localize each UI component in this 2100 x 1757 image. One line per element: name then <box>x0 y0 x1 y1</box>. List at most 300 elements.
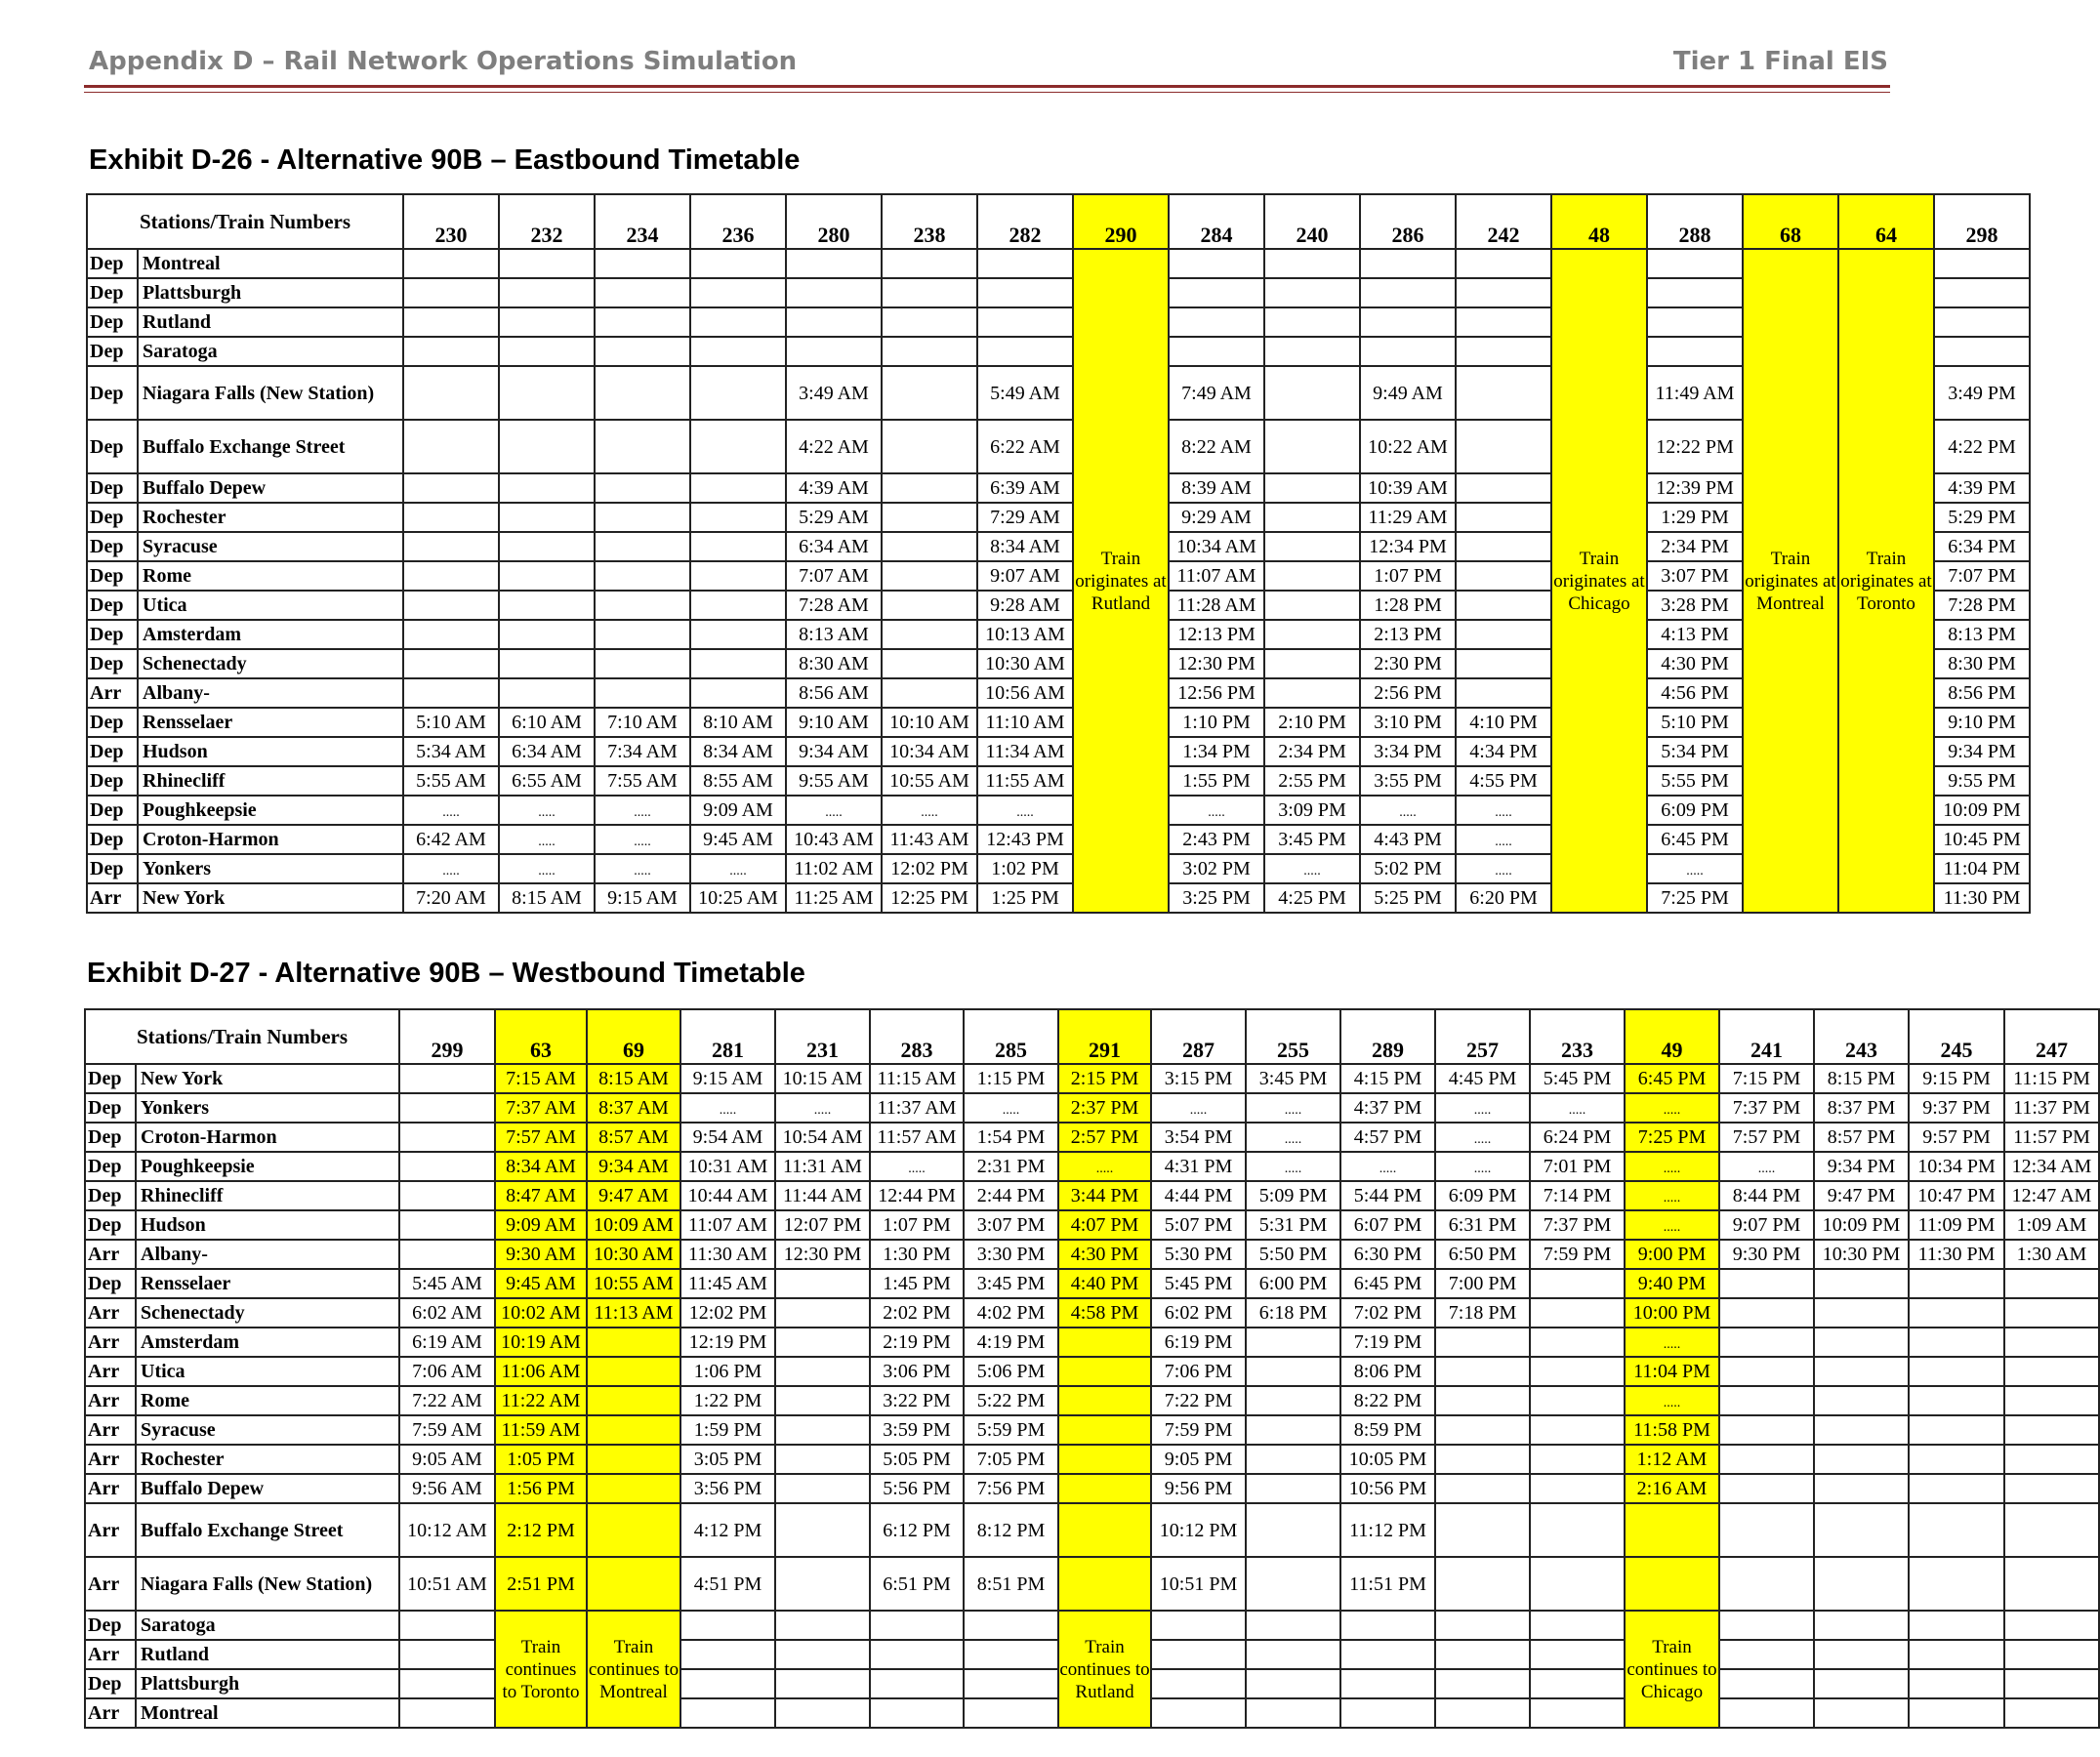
time-cell <box>1264 307 1360 337</box>
time-cell <box>399 1640 495 1669</box>
time-cell: 8:57 PM <box>1814 1123 1909 1152</box>
time-cell: 12:47 AM <box>2004 1181 2099 1210</box>
time-cell: 6:07 PM <box>1340 1210 1435 1240</box>
time-cell: 11:59 AM <box>495 1415 587 1445</box>
station-name: Plattsburgh <box>136 1669 399 1698</box>
station-name: Rutland <box>138 307 403 337</box>
time-cell <box>1647 249 1743 278</box>
time-cell: 1:07 PM <box>1360 561 1456 591</box>
time-cell: 7:37 AM <box>495 1093 587 1123</box>
time-cell <box>595 532 690 561</box>
time-cell: 10:10 AM <box>882 708 977 737</box>
time-cell: 8:22 PM <box>1340 1386 1435 1415</box>
time-cell: 11:04 PM <box>1934 854 2030 883</box>
time-cell: 12:19 PM <box>680 1328 775 1357</box>
time-cell <box>690 420 786 473</box>
time-cell: 7:28 AM <box>786 591 882 620</box>
station-row <box>85 1298 2099 1328</box>
time-cell <box>1625 1503 1719 1557</box>
time-cell <box>1456 503 1551 532</box>
time-cell: 12:30 PM <box>775 1240 870 1269</box>
time-cell: 3:07 PM <box>1647 561 1743 591</box>
time-cell: 4:56 PM <box>1647 678 1743 708</box>
time-cell: 10:55 AM <box>882 766 977 796</box>
time-cell <box>499 337 595 366</box>
time-cell <box>499 366 595 420</box>
time-cell: 6:02 AM <box>399 1298 495 1328</box>
time-cell: 1:15 PM <box>964 1064 1058 1093</box>
time-cell <box>1435 1328 1530 1357</box>
time-cell: 2:44 PM <box>964 1181 1058 1210</box>
time-cell: 7:19 PM <box>1340 1328 1435 1357</box>
time-cell: 4:25 PM <box>1264 883 1360 913</box>
stop-action: Dep <box>85 1269 136 1298</box>
station-name: Albany- <box>138 678 403 708</box>
time-cell: 11:29 AM <box>1360 503 1456 532</box>
station-name: Rensselaer <box>138 708 403 737</box>
time-cell: 2:16 AM <box>1625 1474 1719 1503</box>
time-cell: 4:19 PM <box>964 1328 1058 1357</box>
time-cell: 10:05 PM <box>1340 1445 1435 1474</box>
time-cell <box>1435 1611 1530 1640</box>
train-number-header: 240 <box>1264 194 1360 249</box>
time-cell: 6:18 PM <box>1246 1298 1340 1328</box>
time-cell <box>1151 1669 1246 1698</box>
time-cell <box>499 678 595 708</box>
time-cell: 5:02 PM <box>1360 854 1456 883</box>
stop-action: Arr <box>85 1357 136 1386</box>
time-cell: 5:05 PM <box>870 1445 964 1474</box>
time-cell <box>1246 1669 1340 1698</box>
train-number-header: 68 <box>1743 194 1838 249</box>
time-cell <box>775 1698 870 1728</box>
time-cell <box>1530 1557 1625 1611</box>
time-cell: ..... <box>1246 1093 1340 1123</box>
time-cell <box>870 1611 964 1640</box>
time-cell: 3:49 AM <box>786 366 882 420</box>
time-cell <box>1814 1386 1909 1415</box>
station-row <box>85 1386 2099 1415</box>
time-cell <box>882 532 977 561</box>
time-cell <box>1264 532 1360 561</box>
time-cell: 5:45 PM <box>1530 1064 1625 1093</box>
corner-header: Stations/Train Numbers <box>85 1009 399 1064</box>
time-cell: 4:57 PM <box>1340 1123 1435 1152</box>
time-cell: 6:09 PM <box>1647 796 1743 825</box>
time-cell <box>1530 1415 1625 1445</box>
time-cell: ..... <box>977 796 1073 825</box>
time-cell <box>680 1640 775 1669</box>
station-row <box>87 561 2030 591</box>
time-cell <box>595 591 690 620</box>
time-cell <box>1456 678 1551 708</box>
time-cell: 3:25 PM <box>1169 883 1264 913</box>
time-cell: ..... <box>690 854 786 883</box>
time-cell: ..... <box>1625 1386 1719 1415</box>
time-cell <box>1909 1640 2004 1669</box>
time-cell: 8:39 AM <box>1169 473 1264 503</box>
time-cell: 11:28 AM <box>1169 591 1264 620</box>
time-cell: 3:49 PM <box>1934 366 2030 420</box>
time-cell <box>1456 337 1551 366</box>
time-cell <box>1719 1640 1814 1669</box>
time-cell <box>690 473 786 503</box>
time-cell: 3:45 PM <box>964 1269 1058 1298</box>
time-cell <box>690 678 786 708</box>
time-cell <box>1456 366 1551 420</box>
station-row <box>87 249 2030 278</box>
time-cell <box>1169 337 1264 366</box>
time-cell <box>1719 1357 1814 1386</box>
time-cell <box>882 503 977 532</box>
time-cell <box>1909 1269 2004 1298</box>
time-cell: 11:10 AM <box>977 708 1073 737</box>
time-cell <box>690 278 786 307</box>
train-number-header: 233 <box>1530 1009 1625 1064</box>
time-cell: 1:45 PM <box>870 1269 964 1298</box>
time-cell: 2:30 PM <box>1360 649 1456 678</box>
time-cell: 12:25 PM <box>882 883 977 913</box>
time-cell: 5:49 AM <box>977 366 1073 420</box>
time-cell <box>786 278 882 307</box>
stop-action: Dep <box>87 796 138 825</box>
time-cell <box>399 1210 495 1240</box>
time-cell: 2:34 PM <box>1264 737 1360 766</box>
time-cell: 11:12 PM <box>1340 1503 1435 1557</box>
time-cell: 4:45 PM <box>1435 1064 1530 1093</box>
time-cell: 11:06 AM <box>495 1357 587 1386</box>
station-name: Montreal <box>138 249 403 278</box>
time-cell: 1:59 PM <box>680 1415 775 1445</box>
time-cell: 3:34 PM <box>1360 737 1456 766</box>
time-cell: 1:07 PM <box>870 1210 964 1240</box>
time-cell: 4:22 PM <box>1934 420 2030 473</box>
time-cell <box>1360 307 1456 337</box>
time-cell: 3:02 PM <box>1169 854 1264 883</box>
station-row <box>87 854 2030 883</box>
time-cell: 11:34 AM <box>977 737 1073 766</box>
time-cell: 3:56 PM <box>680 1474 775 1503</box>
station-name: Croton-Harmon <box>138 825 403 854</box>
time-cell <box>1814 1611 1909 1640</box>
time-cell: 6:39 AM <box>977 473 1073 503</box>
time-cell <box>403 473 499 503</box>
time-cell: ..... <box>786 796 882 825</box>
time-cell: 4:40 PM <box>1058 1269 1151 1298</box>
time-cell <box>964 1640 1058 1669</box>
time-cell <box>786 307 882 337</box>
station-row <box>87 796 2030 825</box>
time-cell: 10:56 PM <box>1340 1474 1435 1503</box>
train-number-header: 245 <box>1909 1009 2004 1064</box>
time-cell: 11:02 AM <box>786 854 882 883</box>
time-cell: ..... <box>1246 1152 1340 1181</box>
time-cell: 9:34 PM <box>1934 737 2030 766</box>
time-cell <box>2004 1328 2099 1357</box>
time-cell: 11:55 AM <box>977 766 1073 796</box>
time-cell: 3:22 PM <box>870 1386 964 1415</box>
time-cell <box>870 1669 964 1698</box>
stop-action: Dep <box>87 473 138 503</box>
time-cell: 10:02 AM <box>495 1298 587 1328</box>
time-cell: 3:28 PM <box>1647 591 1743 620</box>
time-cell <box>499 591 595 620</box>
time-cell: 10:56 AM <box>977 678 1073 708</box>
time-cell: 5:59 PM <box>964 1415 1058 1445</box>
time-cell <box>1058 1386 1151 1415</box>
time-cell <box>499 503 595 532</box>
time-cell <box>499 620 595 649</box>
time-cell <box>1909 1357 2004 1386</box>
time-cell: 7:49 AM <box>1169 366 1264 420</box>
time-cell <box>1340 1640 1435 1669</box>
time-cell <box>1719 1269 1814 1298</box>
time-cell: 9:45 AM <box>495 1269 587 1298</box>
time-cell <box>403 249 499 278</box>
time-cell: 5:29 PM <box>1934 503 2030 532</box>
time-cell: ..... <box>1625 1210 1719 1240</box>
time-cell <box>775 1474 870 1503</box>
stop-action: Arr <box>85 1415 136 1445</box>
station-name: Rome <box>136 1386 399 1415</box>
time-cell: 9:15 AM <box>595 883 690 913</box>
time-cell: 7:10 AM <box>595 708 690 737</box>
time-cell: 5:06 PM <box>964 1357 1058 1386</box>
time-cell: 10:54 AM <box>775 1123 870 1152</box>
time-cell: 2:12 PM <box>495 1503 587 1557</box>
time-cell: ..... <box>1435 1152 1530 1181</box>
station-row <box>87 649 2030 678</box>
time-cell <box>1246 1357 1340 1386</box>
time-cell: 11:25 AM <box>786 883 882 913</box>
time-cell <box>403 591 499 620</box>
time-cell <box>1435 1640 1530 1669</box>
station-name: Niagara Falls (New Station) <box>138 366 403 420</box>
stop-action: Dep <box>85 1611 136 1640</box>
time-cell <box>1814 1503 1909 1557</box>
time-cell: 10:31 AM <box>680 1152 775 1181</box>
station-row <box>87 532 2030 561</box>
time-cell: 7:25 PM <box>1625 1123 1719 1152</box>
time-cell: 5:25 PM <box>1360 883 1456 913</box>
station-row <box>85 1328 2099 1357</box>
time-cell <box>1246 1611 1340 1640</box>
station-row <box>85 1240 2099 1269</box>
time-cell: 5:34 PM <box>1647 737 1743 766</box>
train-number-header: 284 <box>1169 194 1264 249</box>
train-number-header: 283 <box>870 1009 964 1064</box>
time-cell: ..... <box>1625 1181 1719 1210</box>
station-name: Yonkers <box>136 1093 399 1123</box>
time-cell: 10:09 PM <box>1814 1210 1909 1240</box>
time-cell <box>775 1328 870 1357</box>
time-cell: 10:55 AM <box>587 1269 680 1298</box>
time-cell: 4:44 PM <box>1151 1181 1246 1210</box>
time-cell <box>1530 1698 1625 1728</box>
station-row <box>85 1210 2099 1240</box>
time-cell <box>690 561 786 591</box>
time-cell: ..... <box>775 1093 870 1123</box>
time-cell: ..... <box>1625 1328 1719 1357</box>
time-cell: 10:30 AM <box>977 649 1073 678</box>
station-name: Schenectady <box>138 649 403 678</box>
time-cell <box>1246 1698 1340 1728</box>
time-cell: 11:31 AM <box>775 1152 870 1181</box>
time-cell <box>1456 561 1551 591</box>
station-name: Rhinecliff <box>138 766 403 796</box>
time-cell <box>1934 249 2030 278</box>
time-cell <box>1530 1328 1625 1357</box>
time-cell <box>499 278 595 307</box>
time-cell <box>1934 278 2030 307</box>
time-cell <box>775 1386 870 1415</box>
stop-action: Arr <box>85 1386 136 1415</box>
time-cell: 4:37 PM <box>1340 1093 1435 1123</box>
time-cell <box>595 337 690 366</box>
time-cell: ..... <box>1456 854 1551 883</box>
time-cell <box>2004 1640 2099 1669</box>
time-cell: 9:47 AM <box>587 1181 680 1210</box>
time-cell: 12:02 PM <box>882 854 977 883</box>
station-name: Buffalo Depew <box>138 473 403 503</box>
time-cell <box>587 1474 680 1503</box>
time-cell <box>587 1557 680 1611</box>
station-name: New York <box>138 883 403 913</box>
time-cell <box>1246 1415 1340 1445</box>
time-cell <box>587 1328 680 1357</box>
time-cell <box>1264 649 1360 678</box>
time-cell <box>2004 1415 2099 1445</box>
time-cell: 11:37 PM <box>2004 1093 2099 1123</box>
time-cell: ..... <box>499 796 595 825</box>
time-cell: 8:56 PM <box>1934 678 2030 708</box>
time-cell: ..... <box>403 854 499 883</box>
train-number-header: 288 <box>1647 194 1743 249</box>
time-cell <box>1264 473 1360 503</box>
time-cell: 10:15 AM <box>775 1064 870 1093</box>
station-name: Amsterdam <box>138 620 403 649</box>
time-cell: 5:10 AM <box>403 708 499 737</box>
time-cell <box>964 1698 1058 1728</box>
time-cell: 12:43 PM <box>977 825 1073 854</box>
time-cell: ..... <box>403 796 499 825</box>
document-header-subtitle: Tier 1 Final EIS <box>1672 47 1888 76</box>
time-cell: ..... <box>499 825 595 854</box>
time-cell <box>1909 1611 2004 1640</box>
time-cell <box>1909 1474 2004 1503</box>
time-cell: ..... <box>1340 1152 1435 1181</box>
time-cell: ..... <box>595 796 690 825</box>
eastbound-timetable <box>86 193 2031 914</box>
stop-action: Arr <box>87 883 138 913</box>
train-number-header: 238 <box>882 194 977 249</box>
time-cell <box>1814 1298 1909 1328</box>
time-cell <box>2004 1269 2099 1298</box>
time-cell <box>775 1445 870 1474</box>
time-cell: 1:12 AM <box>1625 1445 1719 1474</box>
time-cell <box>882 249 977 278</box>
station-name: Poughkeepsie <box>136 1152 399 1181</box>
train-number-header: 243 <box>1814 1009 1909 1064</box>
time-cell: 8:34 AM <box>690 737 786 766</box>
time-cell: 5:31 PM <box>1246 1210 1340 1240</box>
time-cell <box>1246 1386 1340 1415</box>
time-cell <box>1246 1503 1340 1557</box>
time-cell: 2:15 PM <box>1058 1064 1151 1093</box>
train-number-header: 230 <box>403 194 499 249</box>
train-route-note: Train continues to Chicago <box>1625 1611 1719 1728</box>
train-number-header: 48 <box>1551 194 1647 249</box>
time-cell <box>1719 1474 1814 1503</box>
time-cell <box>1435 1474 1530 1503</box>
time-cell: 7:15 PM <box>1719 1064 1814 1093</box>
time-cell: 1:34 PM <box>1169 737 1264 766</box>
time-cell <box>690 249 786 278</box>
time-cell: 2:31 PM <box>964 1152 1058 1181</box>
time-cell: 1:25 PM <box>977 883 1073 913</box>
time-cell: 8:30 AM <box>786 649 882 678</box>
time-cell: 11:57 PM <box>2004 1123 2099 1152</box>
time-cell: 9:30 PM <box>1719 1240 1814 1269</box>
time-cell <box>595 649 690 678</box>
time-cell: ..... <box>870 1152 964 1181</box>
time-cell <box>1246 1640 1340 1669</box>
station-row <box>85 1152 2099 1181</box>
time-cell: 3:45 PM <box>1264 825 1360 854</box>
time-cell: ..... <box>1456 825 1551 854</box>
time-cell: 2:56 PM <box>1360 678 1456 708</box>
time-cell <box>1151 1698 1246 1728</box>
time-cell: 3:07 PM <box>964 1210 1058 1240</box>
stop-action: Arr <box>85 1640 136 1669</box>
time-cell <box>690 620 786 649</box>
stop-action: Dep <box>85 1093 136 1123</box>
time-cell <box>1530 1298 1625 1328</box>
time-cell <box>399 1240 495 1269</box>
time-cell: 1:54 PM <box>964 1123 1058 1152</box>
eastbound-exhibit-title: Exhibit D-26 - Alternative 90B – Eastbound Timetable <box>89 144 801 176</box>
time-cell <box>690 591 786 620</box>
time-cell <box>870 1640 964 1669</box>
time-cell <box>1058 1474 1151 1503</box>
time-cell: 10:51 PM <box>1151 1557 1246 1611</box>
train-number-header: 286 <box>1360 194 1456 249</box>
time-cell: 6:42 AM <box>403 825 499 854</box>
stop-action: Dep <box>85 1669 136 1698</box>
time-cell <box>1719 1298 1814 1328</box>
time-cell <box>587 1386 680 1415</box>
time-cell <box>1814 1698 1909 1728</box>
time-cell: 12:56 PM <box>1169 678 1264 708</box>
time-cell: 4:30 PM <box>1058 1240 1151 1269</box>
time-cell <box>1719 1557 1814 1611</box>
time-cell <box>595 561 690 591</box>
time-cell <box>399 1181 495 1210</box>
time-cell <box>403 649 499 678</box>
time-cell <box>1456 278 1551 307</box>
time-cell <box>1058 1557 1151 1611</box>
time-cell: 3:54 PM <box>1151 1123 1246 1152</box>
train-number-header: 281 <box>680 1009 775 1064</box>
time-cell: 7:07 PM <box>1934 561 2030 591</box>
time-cell <box>1719 1445 1814 1474</box>
stop-action: Dep <box>85 1181 136 1210</box>
time-cell: 4:43 PM <box>1360 825 1456 854</box>
time-cell: 8:06 PM <box>1340 1357 1435 1386</box>
time-cell: 11:43 AM <box>882 825 977 854</box>
time-cell <box>499 420 595 473</box>
train-number-header: 282 <box>977 194 1073 249</box>
